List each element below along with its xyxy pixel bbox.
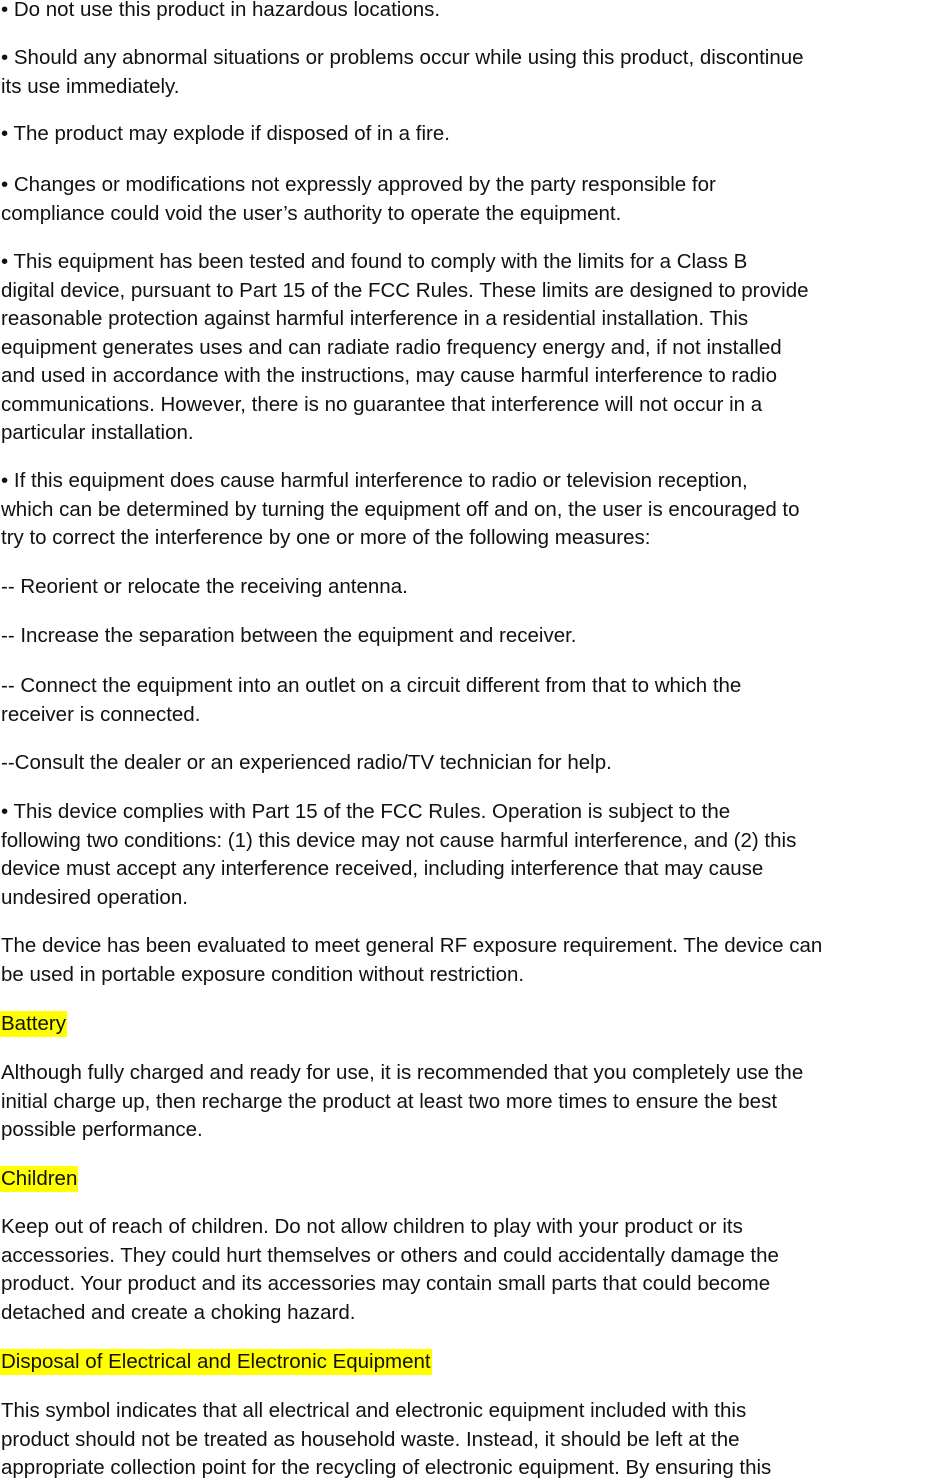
measure-increase-separation: -- Increase the separation between the equipment and receiver. <box>1 624 577 647</box>
children-heading: Children <box>1 1167 78 1190</box>
measure-different-outlet: -- Connect the equipment into an outlet on a circuit different from that to which the receiver is connected. <box>1 674 742 726</box>
abnormal-situations-warning: • Should any abnormal situations or problems occur while using this product, discontinue its use immediately. <box>1 46 804 98</box>
class-b-compliance-notice: • This equipment has been tested and found to comply with the limits for a Class B digital device, pursuant to Part 15 of the FCC Rules. These limits are designed to provide reasonable protection against harmful interference in a residential installation. This equipment generates uses and can radiate radio frequency energy and, if not installed and used in accordance with the instructions, may cause harmful interference to radio communications. However, there is no guarantee that interference will not occur in a particular installation. <box>1 250 809 444</box>
disposal-paragraph: This symbol indicates that all electrical and electronic equipment included with this product should not be treated as household waste. Instead, it should be left at the appropriate collection point for the recycling of electronic equipment. By ensuring this <box>1 1399 772 1479</box>
part-15-compliance-notice: • This device complies with Part 15 of the FCC Rules. Operation is subject to the following two conditions: (1) this device may not cause harmful interference, and (2) this device must accept any interference received, including interference that may cause undesired operation. <box>1 800 797 909</box>
measure-consult-dealer: --Consult the dealer or an experienced radio/TV technician for help. <box>1 751 612 774</box>
battery-heading: Battery <box>1 1012 66 1035</box>
measure-reorient: -- Reorient or relocate the receiving antenna. <box>1 575 408 598</box>
rf-exposure-notice: The device has been evaluated to meet general RF exposure requirement. The device can be used in portable exposure condition without restriction. <box>1 934 823 986</box>
modifications-notice: • Changes or modifications not expressly approved by the party responsible for compliance could void the user’s authority to operate the equipment. <box>1 173 716 225</box>
interference-measures-intro: • If this equipment does cause harmful interference to radio or television reception, which can be determined by turning the equipment off and on, the user is encouraged to try to correct the interference by one or more of the following measures: <box>1 469 800 549</box>
hazardous-locations-warning: • Do not use this product in hazardous locations. <box>1 0 441 21</box>
explode-warning: • The product may explode if disposed of in a fire. <box>1 122 450 145</box>
battery-paragraph: Although fully charged and ready for use, it is recommended that you completely use the initial charge up, then recharge the product at least two more times to ensure the best possible performance. <box>1 1061 804 1141</box>
disposal-heading: Disposal of Electrical and Electronic Equipment <box>1 1350 431 1373</box>
children-paragraph: Keep out of reach of children. Do not allow children to play with your product or its accessories. They could hurt themselves or others and could accidentally damage the product. Your product and its accessories may contain small parts that could become detached and create a choking hazard. <box>1 1215 779 1324</box>
